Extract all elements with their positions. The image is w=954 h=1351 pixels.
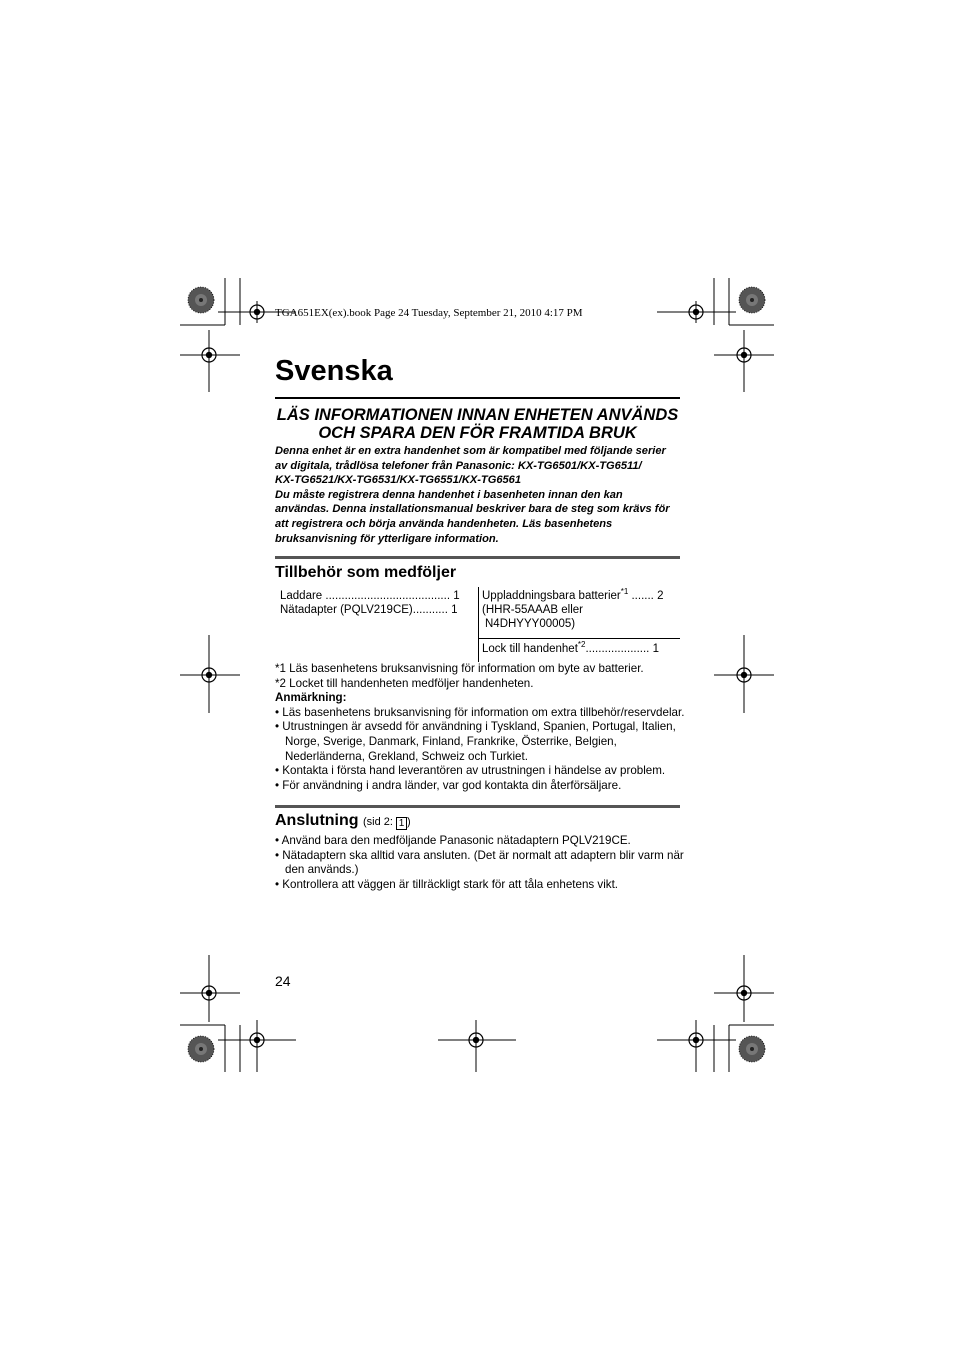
connection-item: • Nätadaptern ska alltid vara ansluten. (Det är normalt att adaptern blir varm när den används.) <box>275 848 684 877</box>
accessory-dots: ....................................... <box>322 590 451 602</box>
accessory-name: Lock till handenhet <box>482 643 578 655</box>
accessory-item-adapter <box>280 603 458 617</box>
warning-line: Du måste registrera denna handenhet i basenheten innan den kan <box>275 488 623 501</box>
accessory-item-charger <box>280 589 460 603</box>
accessory-item-batteries <box>482 589 663 603</box>
footnotes <box>275 662 685 793</box>
accessory-qty: 2 <box>657 590 664 602</box>
figure-number-box: 1 <box>396 817 407 830</box>
section-rule <box>275 556 680 559</box>
footnote: *1 Läs basenhetens bruksanvisning för information om byte av batterier. <box>275 662 644 675</box>
connection-item: • Kontrollera att väggen är tillräckligt stark för att tåla enhetens vikt. <box>275 877 619 891</box>
connection-ref-suffix: ) <box>407 816 411 828</box>
connection-heading-text: Anslutning <box>275 812 359 829</box>
warning-line: KX-TG6521/KX-TG6531/KX-TG6551/KX-TG6561 <box>275 474 522 487</box>
accessory-item-cover <box>482 642 659 656</box>
print-header: TGA651EX(ex).book Page 24 Tuesday, September 21, 2010 4:17 PM <box>275 307 583 319</box>
warning-text <box>275 444 685 546</box>
footnote-ref: *1 <box>620 587 629 597</box>
connection-ref-prefix: (sid 2: <box>363 816 397 828</box>
note-label: Anmärkning: <box>275 691 347 705</box>
page-title: Svenska <box>275 355 393 387</box>
warning-heading-line1: LÄS INFORMATIONEN INNAN ENHETEN ANVÄNDS <box>276 406 679 424</box>
accessory-dots: ....... <box>628 590 654 602</box>
connection-bullets <box>275 834 685 892</box>
warning-line: användas. Denna installationsmanual beskriver bara de steg som krävs för <box>275 503 670 516</box>
note-item: • Utrustningen är avsedd för användning i Tyskland, Spanien, Portugal, Italien, Norge, Sverige, Danmark, Finland, Frankrike, Österrike, Belgien, Nederländerna, Grekland, Schweiz och Turkiet. <box>275 720 676 763</box>
accessory-dots: ........... <box>412 604 448 616</box>
page-number: 24 <box>275 973 291 989</box>
accessory-battery-model2: N4DHYYY00005) <box>485 618 576 630</box>
table-column-divider <box>478 587 479 662</box>
connection-ref <box>363 816 411 828</box>
warning-line: att registrera och börja använda handenheten. Läs basenhetens <box>275 517 613 530</box>
accessory-dots: .................... <box>585 643 650 655</box>
warning-line: Denna enhet är en extra handenhet som är kompatibel med följande serier <box>275 445 666 457</box>
table-row-divider <box>478 638 680 639</box>
accessory-qty: 1 <box>451 604 458 616</box>
warning-heading-line2: OCH SPARA DEN FÖR FRAMTIDA BRUK <box>318 424 637 442</box>
accessory-name: Uppladdningsbara batterier <box>482 590 621 602</box>
accessory-name: Laddare <box>280 590 323 602</box>
title-rule <box>275 397 680 399</box>
footnote-ref: *2 <box>577 640 586 650</box>
section-rule <box>275 805 680 808</box>
note-item: • För användning i andra länder, var god kontakta din återförsäljare. <box>275 778 622 792</box>
accessory-name: Nätadapter (PQLV219CE) <box>280 604 413 616</box>
accessory-battery-model1: (HHR-55AAAB eller <box>482 604 583 616</box>
accessory-qty: 1 <box>453 590 460 602</box>
accessories-heading: Tillbehör som medföljer <box>275 564 457 581</box>
connection-item: • Använd bara den medföljande Panasonic nätadaptern PQLV219CE. <box>275 834 631 847</box>
connection-heading <box>275 812 411 830</box>
accessory-qty: 1 <box>652 643 659 655</box>
note-item: • Läs basenhetens bruksanvisning för information om extra tillbehör/reservdelar. <box>275 705 685 719</box>
warning-line: bruksanvisning för ytterligare information. <box>275 532 499 545</box>
warning-line: av digitala, trådlösa telefoner från Panasonic: KX-TG6501/KX-TG6511/ <box>275 459 642 472</box>
note-item: • Kontakta i första hand leverantören av utrustningen i händelse av problem. <box>275 764 666 778</box>
footnote: *2 Locket till handenheten medföljer handenheten. <box>275 676 534 690</box>
